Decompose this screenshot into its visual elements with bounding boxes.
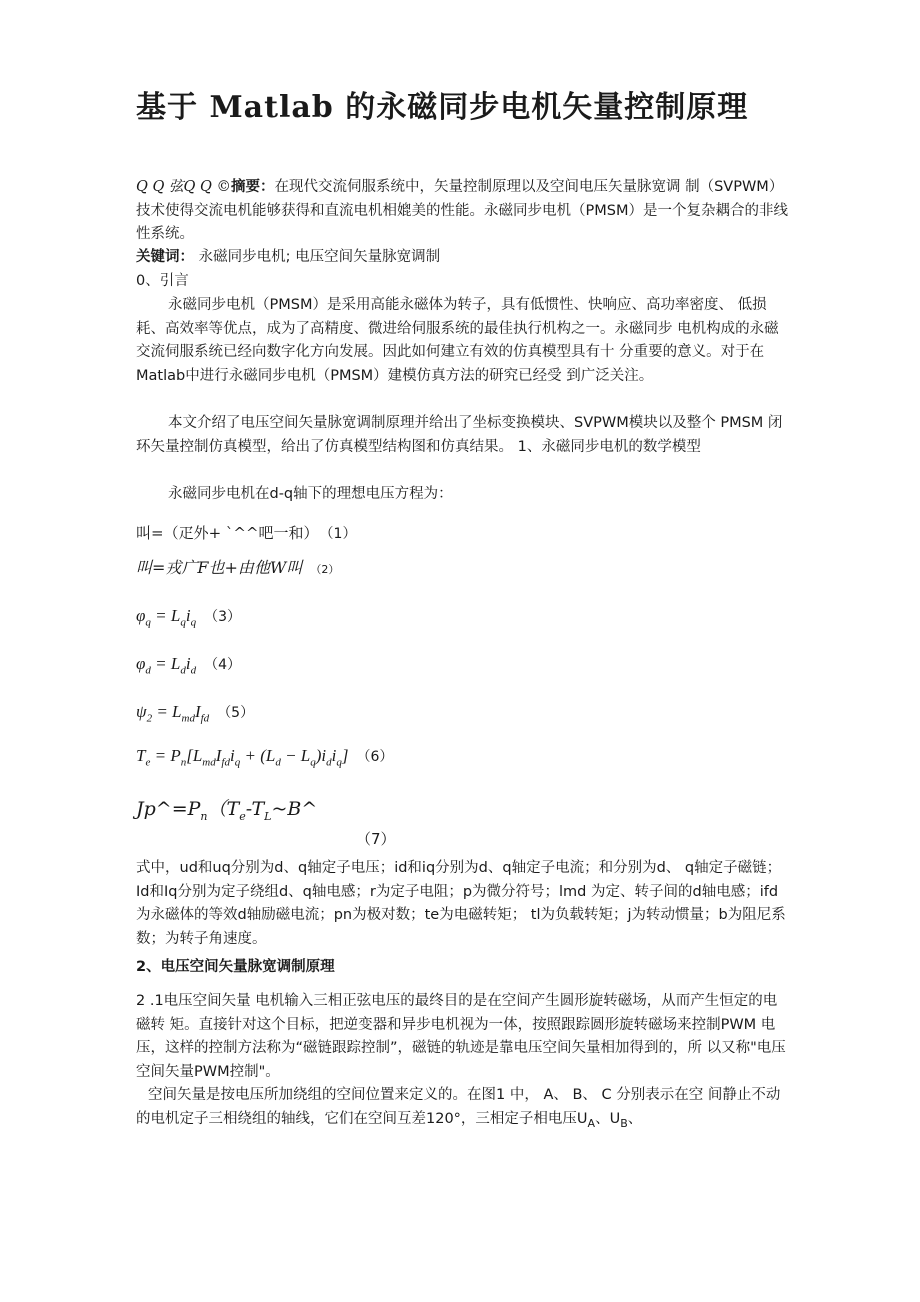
abstract-paragraph — [136, 176, 788, 247]
equation-7: $Jp\^{}=P_n(T_e-T_L\sim B\^{}$ — [136, 798, 318, 823]
section0-heading: 0、引言 — [136, 273, 189, 289]
equation-1: 叫=（疋外+ `^^吧一和） （1） — [136, 524, 357, 542]
abstract-garbled-prefix: Q Q 弦Q Q © — [136, 179, 231, 195]
equation-4: $\varphi_d = L_di_d$ （4） — [136, 654, 241, 677]
equation-3-number: （3） — [204, 609, 241, 625]
equation-6-number: （6） — [356, 749, 394, 765]
keywords-label: 关键词： — [136, 249, 194, 265]
equation-2-number: （2） — [310, 563, 340, 576]
symbol-explanation: 式中，ud和uq分别为d、q轴定子电压；id和iq分别为d、q轴定子电流；和分别为d、 q轴定子磁链；Id和Iq分别为定子绕组d、q轴电感；r为定子电阻；p为微分符号；lmd 为定、转子间的d轴电感；ifd为永磁体的等效d轴励磁电流；pn为极对数；te为电磁转矩； tl为负载转矩；j为转动惯量；b为阻尼系数；为转子角速度。 — [136, 860, 786, 947]
section2-paragraph-1: 2 .1电压空间矢量 电机输入三相正弦电压的最终目的是在空间产生圆形旋转磁场，从而产生恒定的电磁转 矩。直接针对这个目标，把逆变器和异步电机视为一体，按照跟踪圆形旋转磁场来控制PWM 电压，这样的控制方法称为“磁链跟踪控制”，磁链的轨迹是靠电压空间矢量相加得到的，所 以又称"电压空间矢量PWM控制"。 — [136, 993, 786, 1080]
intro-paragraph-1: 永磁同步电机（PMSM）是采用高能永磁体为转子，具有低惯性、快响应、高功率密度、 低损耗、高效率等优点，成为了高精度、微进给伺服系统的最佳执行机构之一。永磁同步 电机构成的永磁交流伺服系统已经向数字化方向发展。因此如何建立有效的仿真模型具有十 分重要的意义。对于在Matlab中进行永磁同步电机（PMSM）建模仿真方法的研究已经受 到广泛关注。 — [136, 297, 779, 384]
intro-paragraph-3: 永磁同步电机在d-q轴下的理想电压方程为： — [168, 486, 453, 502]
section2-heading: 2、电压空间矢量脉宽调制原理 — [136, 959, 335, 975]
section2-paragraph-2: 空间矢量是按电压所加绕组的空间位置来定义的。在图1 中， A、 B、 C 分别表示在空 间静止不动的电机定子三相绕组的轴线，它们在空间互差120°，三相定子相电压$U_A$、$U_B$、 — [136, 1087, 781, 1130]
equation-2: 叫=戎广F也+由他W叫 （2） — [136, 558, 340, 577]
keywords-text: 永磁同步电机; 电压空间矢量脉宽调制 — [194, 249, 441, 265]
equation-5: $\psi_2 = L_{md}I_{fd}$ （5） — [136, 702, 255, 725]
equation-6: $T_e = P_n[L_{md}I_{fd}i_q + (L_d - L_q)i_di_q]$ （6） — [136, 746, 394, 769]
equation-7-number: （7） — [356, 830, 396, 848]
equation-1-number: （1） — [326, 526, 357, 542]
intro-paragraph-2: 本文介绍了电压空间矢量脉宽调制原理并给出了坐标变换模块、SVPWM模块以及整个 PMSM 闭环矢量控制仿真模型，给出了仿真模型结构图和仿真结果。 1、永磁同步电机的数学模型 — [136, 415, 783, 455]
abstract-text: 在现代交流伺服系统中，矢量控制原理以及空间电压矢量脉宽调 制（SVPWM）技术使得交流电机能够获得和直流电机相媲美的性能。永磁同步电机（PMSM）是一个复杂耦合的非线性系统。 — [136, 179, 788, 242]
equation-3: $\varphi_q = L_qi_q$ （3） — [136, 606, 241, 629]
equation-4-number: （4） — [204, 657, 241, 673]
abstract-label: 摘要： — [231, 179, 275, 195]
document-title: 基于 Matlab 的永磁同步电机矢量控制原理 — [136, 90, 749, 125]
keywords-line — [136, 246, 788, 270]
equation-5-number: （5） — [217, 705, 255, 721]
